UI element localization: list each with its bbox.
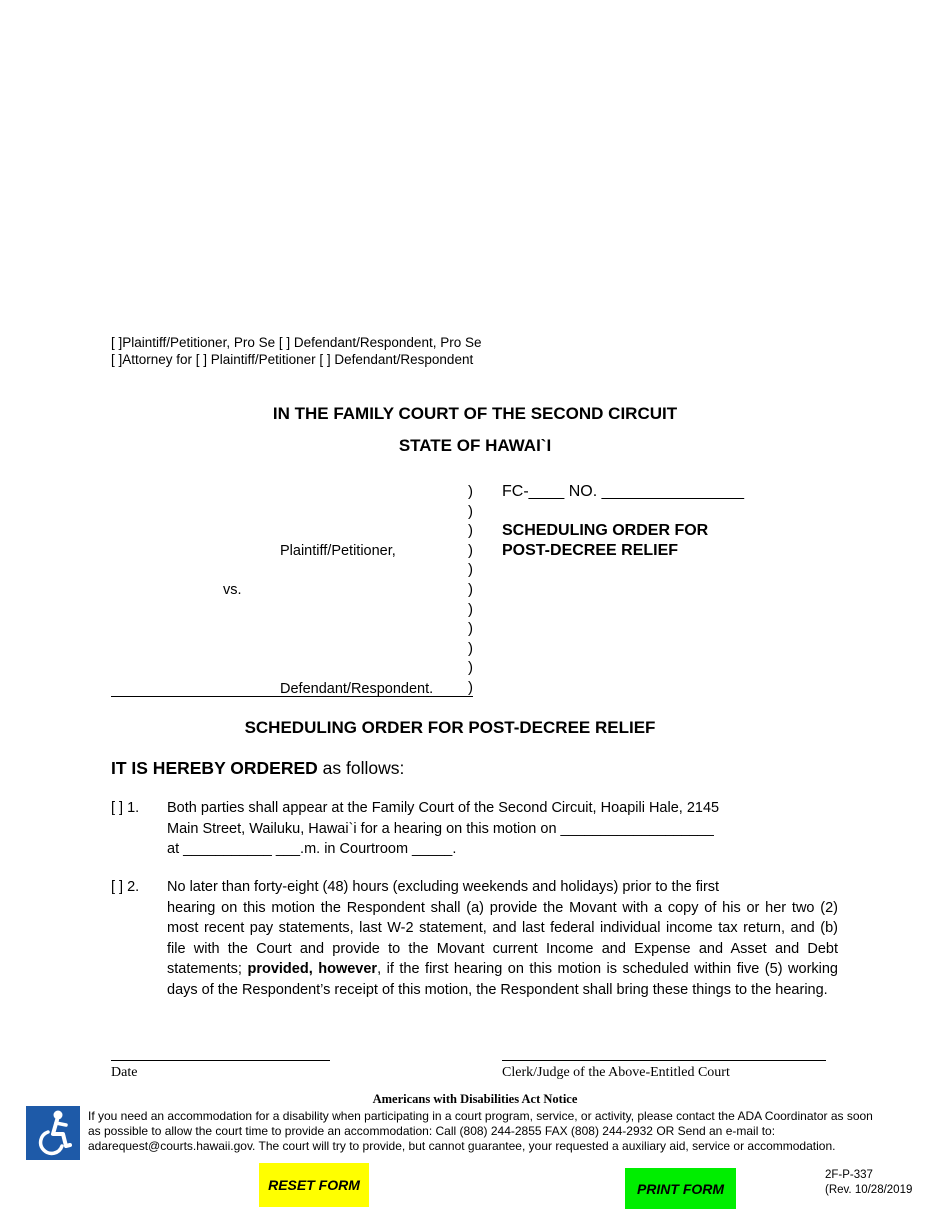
ada-line-3: adarequest@courts.hawaii.gov. The court will try to provide, but cannot guarantee, your requested a auxiliary aid, service or accommodation. (88, 1139, 836, 1153)
caption-title-line-2: POST-DECREE RELIEF (502, 542, 679, 559)
order-item-2 (111, 877, 841, 1022)
judge-line (502, 1060, 826, 1061)
item-1-line-3: at ___________ ___.m. in Courtroom _____. (167, 841, 457, 857)
ada-title: Americans with Disabilities Act Notice (372, 1092, 578, 1106)
form-id: 2F-P-337 (825, 1169, 873, 1181)
date-label: Date (111, 1065, 138, 1080)
order-item-1 (111, 798, 841, 860)
caption-parentheses (468, 482, 473, 698)
paren: ) (468, 561, 473, 579)
case-number: FC-____ NO. ________________ (502, 483, 744, 500)
order-intro-rest: as follows: (317, 758, 405, 778)
paren: ) (468, 600, 473, 618)
form-revision: (Rev. 10/28/2019 (825, 1184, 913, 1196)
party-line-2: [ ]Attorney for [ ] Plaintiff/Petitioner [ ] Defendant/Respondent (111, 352, 474, 367)
versus-label: vs. (223, 582, 242, 598)
party-line-1: [ ]Plaintiff/Petitioner, Pro Se [ ] Defendant/Respondent, Pro Se (111, 335, 482, 350)
item-1-line-1: Both parties shall appear at the Family Court of the Second Circuit, Hoapili Hale, 2145 (167, 800, 720, 816)
paren: ) (468, 659, 473, 677)
paren: ) (468, 541, 473, 559)
order-heading: SCHEDULING ORDER FOR POST-DECREE RELIEF (244, 718, 656, 737)
item-1-line-2: Main Street, Wailuku, Hawai`i for a hearing on this motion on ___________________ (167, 820, 714, 837)
paren: ) (468, 522, 473, 540)
print-form-button[interactable]: PRINT FORM (625, 1168, 736, 1209)
ada-line-1: If you need an accommodation for a disability when participating in a court program, service, or activity, please contact the ADA Coordinator as soon (88, 1109, 873, 1123)
paren: ) (468, 580, 473, 598)
court-name: IN THE FAMILY COURT OF THE SECOND CIRCUIT (272, 404, 678, 423)
accessibility-icon (26, 1106, 80, 1160)
reset-form-button[interactable]: RESET FORM (259, 1163, 369, 1207)
paren: ) (468, 639, 473, 657)
paren: ) (468, 502, 473, 520)
order-intro-bold: IT IS HEREBY ORDERED (111, 758, 318, 778)
item-1-checkbox[interactable]: [ ] 1. (111, 800, 140, 816)
item-2-text-before: hearing on this motion the Respondent shall (a) provide the Movant with a copy of his or her two (2) most recent pay statements, last W-2 statement, and last federal individual income tax return, and (b) file with the Court and provide to the Movant current Income and Expense and Asset and Debt statements; (167, 899, 838, 977)
caption-underline (111, 696, 473, 697)
paren: ) (468, 483, 473, 500)
date-line (111, 1060, 330, 1061)
ada-line-2: as possible to allow the court time to provide an accommodation: Call (808) 244-2855 FAX (808) 244-2932 OR Send an e-mail to: (88, 1124, 776, 1138)
judge-label: Clerk/Judge of the Above-Entitled Court (502, 1065, 730, 1080)
plaintiff-label: Plaintiff/Petitioner, (280, 543, 396, 559)
item-2-bold: provided, however (247, 961, 378, 977)
paren: ) (468, 620, 473, 638)
defendant-label: Defendant/Respondent. (280, 681, 434, 697)
caption-title-line-1: SCHEDULING ORDER FOR (502, 522, 709, 539)
paren: ) (468, 678, 473, 696)
item-2-checkbox[interactable]: [ ] 2. (111, 879, 140, 895)
item-2-paragraph (167, 898, 838, 1001)
court-state: STATE OF HAWAI`I (398, 436, 552, 455)
item-2-text-after: , if the first hearing on this motion is scheduled within five (5) working days of the Respondent’s receipt of this motion, the Respondent shall bring these things to the hearing. (167, 961, 838, 998)
item-2-line-1: No later than forty-eight (48) hours (excluding weekends and holidays) prior to the first (167, 879, 720, 895)
order-intro (111, 758, 404, 779)
